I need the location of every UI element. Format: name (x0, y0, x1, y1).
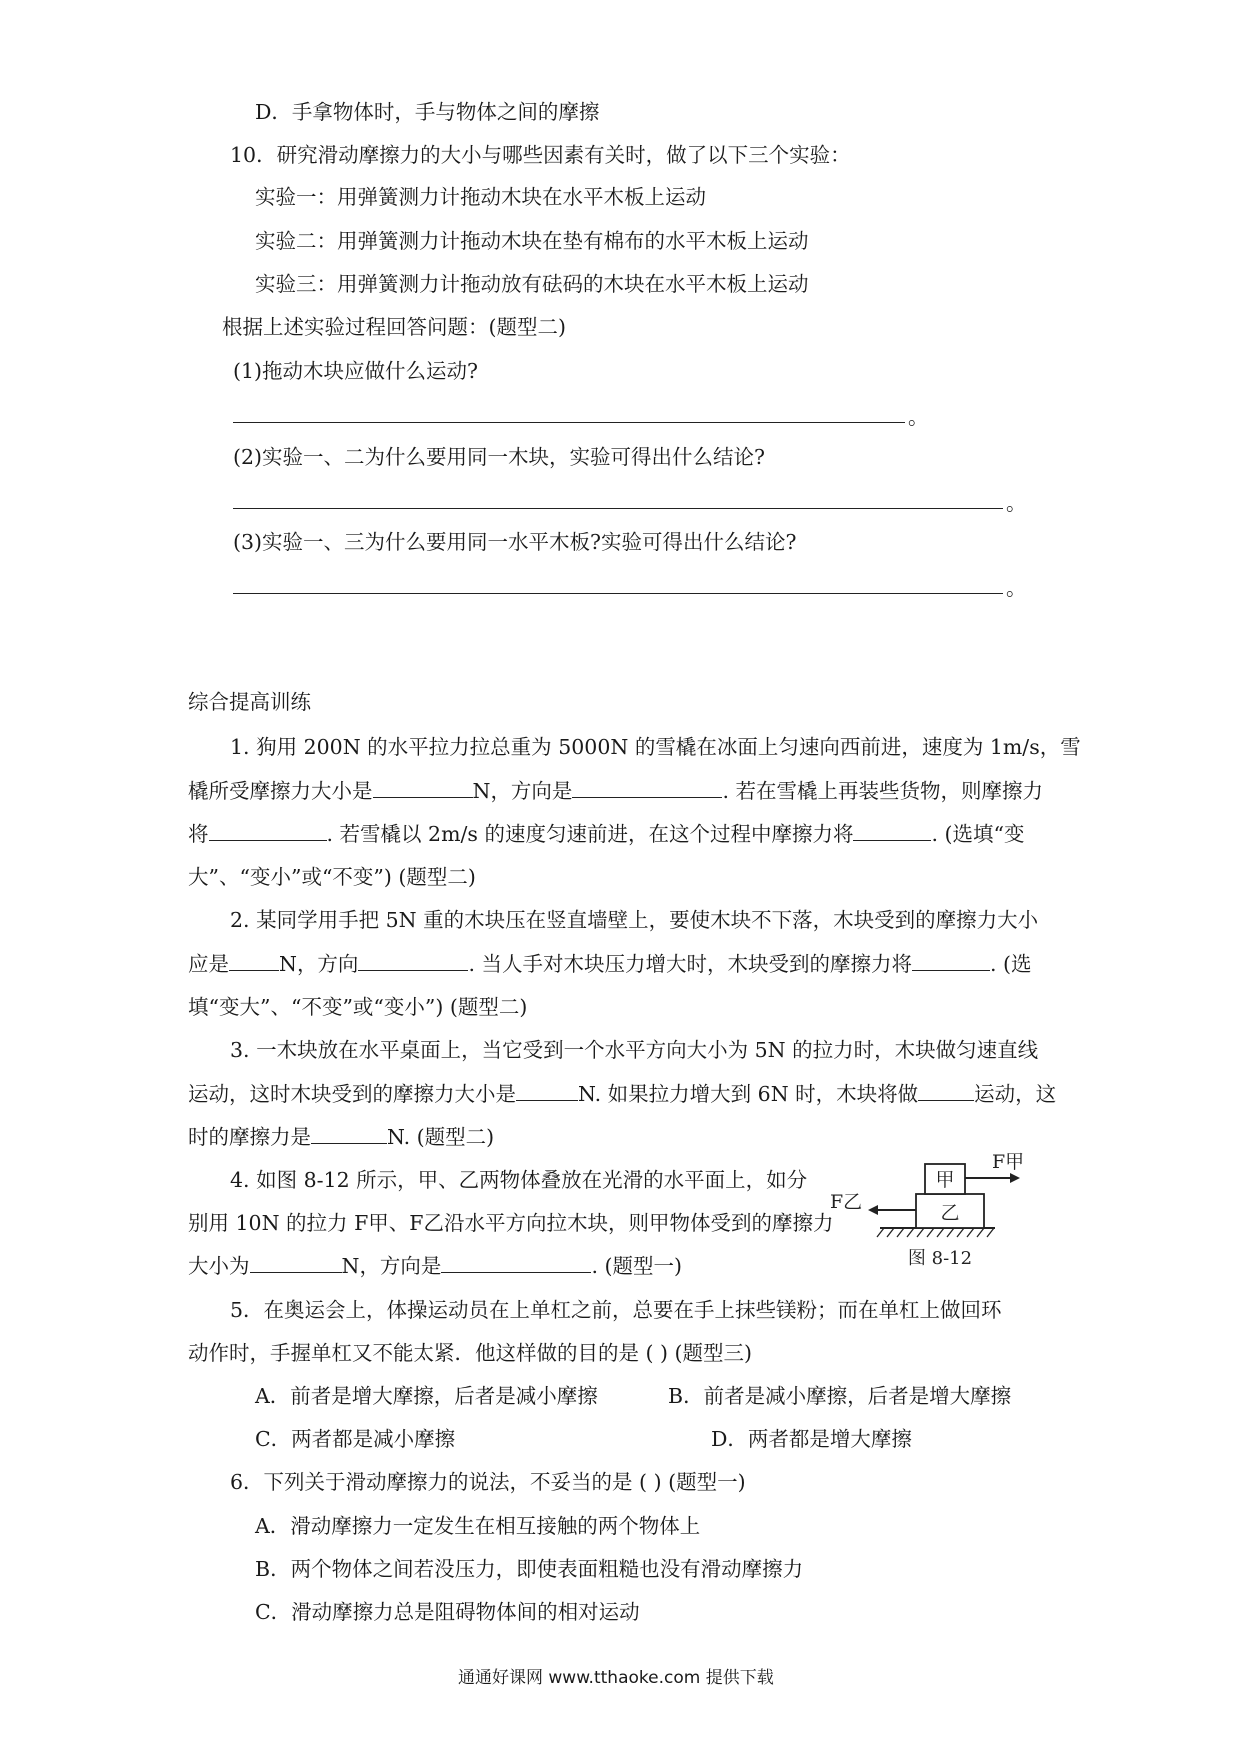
q1-line-1: 1. 狗用 200N 的水平拉力拉总重为 5000N 的雪橇在冰面上匀速向西前进，速度为 1m/s，雪 (230, 735, 1081, 759)
section-title: 综合提高训练 (188, 690, 311, 714)
q2-line-2 (188, 950, 1032, 978)
answer-period-1: 。 (908, 405, 929, 429)
q4-blank-direction[interactable] (441, 1254, 591, 1273)
q4-blank-magnitude[interactable] (250, 1254, 342, 1273)
q10-experiment-2: 实验二：用弹簧测力计拖动木块在垫有棉布的水平木板上运动 (255, 229, 809, 253)
q1-blank-speed-change[interactable] (853, 822, 931, 841)
answer-line-2[interactable] (233, 508, 1003, 509)
q1-text: . (选填“变 (931, 822, 1025, 846)
q2-text: . (选 (989, 952, 1032, 976)
q1-line-4: 大”、“变小”或“不变”) (题型二) (188, 865, 476, 889)
q2-text: 应是 (188, 952, 229, 976)
q3-line-1: 3. 一木块放在水平桌面上，当它受到一个水平方向大小为 5N 的拉力时，木块做匀速直线 (230, 1038, 1039, 1062)
q5-option-b[interactable]: B．前者是减小摩擦，后者是增大摩擦 (668, 1384, 1012, 1408)
q10-sub-question-3: (3)实验一、三为什么要用同一水平木板?实验可得出什么结论? (233, 530, 797, 554)
figure-8-12 (820, 1140, 1050, 1290)
q10-experiment-3: 实验三：用弹簧测力计拖动放有砝码的木块在水平木板上运动 (255, 272, 809, 296)
q1-line-2 (188, 777, 1043, 805)
q10-experiment-1: 实验一：用弹簧测力计拖动木块在水平木板上运动 (255, 185, 706, 209)
block-yi-label: 乙 (940, 1202, 960, 1224)
q6-option-c[interactable]: C．滑动摩擦力总是阻碍物体间的相对运动 (255, 1600, 640, 1624)
q1-text: N，方向是 (472, 779, 573, 803)
force-jia-arrow (965, 1173, 1020, 1183)
q5-option-a[interactable]: A．前者是增大摩擦，后者是减小摩擦 (255, 1384, 598, 1408)
q5-option-d[interactable]: D．两者都是增大摩擦 (711, 1427, 912, 1451)
q5-option-c[interactable]: C．两者都是减小摩擦 (255, 1427, 456, 1451)
q2-line-3: 填“变大”、“不变”或“变小”) (题型二) (188, 995, 528, 1019)
answer-line-3[interactable] (233, 593, 1003, 594)
q4-line-2: 别用 10N 的拉力 F甲、F乙沿水平方向拉木块，则甲物体受到的摩擦力 (188, 1211, 834, 1235)
answer-period-2: 。 (1006, 491, 1027, 515)
q1-blank-magnitude[interactable] (373, 779, 473, 798)
q2-blank-direction[interactable] (358, 952, 468, 971)
q1-text: 将 (188, 822, 209, 846)
force-yi-label: F乙 (830, 1191, 863, 1213)
q3-blank-friction[interactable] (516, 1082, 578, 1101)
q1-line-3 (188, 820, 1025, 848)
q3-text: N. (题型二) (387, 1125, 495, 1149)
q10-sub-question-2: (2)实验一、二为什么要用同一木块，实验可得出什么结论? (233, 445, 766, 469)
q1-text: . 若在雪橇上再装些货物，则摩擦力 (722, 779, 1043, 803)
q4-line-1: 4. 如图 8-12 所示，甲、乙两物体叠放在光滑的水平面上，如分 (230, 1168, 808, 1192)
q4-text: 大小为 (188, 1254, 250, 1278)
q10-sub-question-1: (1)拖动木块应做什么运动? (233, 359, 479, 383)
q4-line-3 (188, 1252, 682, 1280)
q3-line-3 (188, 1123, 494, 1151)
q10-instruction: 根据上述实验过程回答问题：(题型二) (222, 315, 566, 339)
q2-text: N，方向 (279, 952, 359, 976)
q9-option-d: D．手拿物体时，手与物体之间的摩擦 (255, 100, 600, 124)
q1-text: . 若雪橇以 2m/s 的速度匀速前进，在这个过程中摩擦力将 (326, 822, 854, 846)
q3-text: 运动，这时木块受到的摩擦力大小是 (188, 1082, 516, 1106)
q3-text: N. 如果拉力增大到 6N 时，木块将做 (578, 1082, 919, 1106)
page-footer: 通通好课网 www.tthaoke.com 提供下载 (458, 1668, 774, 1688)
q3-blank-motion[interactable] (918, 1082, 974, 1101)
q3-line-2 (188, 1080, 1056, 1108)
q4-text: . (题型一) (591, 1254, 682, 1278)
block-jia-label: 甲 (935, 1169, 955, 1191)
force-jia-label: F甲 (992, 1151, 1025, 1173)
q6-option-b[interactable]: B．两个物体之间若没压力，即使表面粗糙也没有滑动摩擦力 (255, 1557, 804, 1581)
q2-line-1: 2. 某同学用手把 5N 重的木块压在竖直墙壁上，要使木块不下落，木块受到的摩擦力大小 (230, 908, 1039, 932)
q2-blank-magnitude[interactable] (229, 952, 279, 971)
q3-text: 运动，这 (974, 1082, 1057, 1106)
answer-line-1[interactable] (233, 422, 905, 423)
q2-blank-change[interactable] (912, 952, 990, 971)
q5-line-1: 5．在奥运会上，体操运动员在上单杠之前，总要在手上抹些镁粉；而在单杠上做回环 (230, 1298, 1002, 1322)
force-yi-arrow (868, 1205, 916, 1215)
q6-stem: 6．下列关于滑动摩擦力的说法，不妥当的是 ( ) (题型一) (230, 1470, 746, 1494)
ground-surface (877, 1228, 995, 1237)
figure-caption: 图 8-12 (907, 1248, 973, 1269)
q10-stem: 10．研究滑动摩擦力的大小与哪些因素有关时，做了以下三个实验： (230, 143, 851, 167)
q6-option-a[interactable]: A．滑动摩擦力一定发生在相互接触的两个物体上 (255, 1514, 701, 1538)
answer-period-3: 。 (1006, 576, 1027, 600)
q4-text: N，方向是 (341, 1254, 442, 1278)
q3-text: 时的摩擦力是 (188, 1125, 311, 1149)
q3-blank-new-friction[interactable] (311, 1125, 387, 1144)
q5-line-2: 动作时，手握单杠又不能太紧．他这样做的目的是 ( ) (题型三) (188, 1341, 753, 1365)
q1-blank-change[interactable] (209, 822, 327, 841)
q1-text: 橇所受摩擦力大小是 (188, 779, 373, 803)
q1-blank-direction[interactable] (572, 779, 722, 798)
q2-text: . 当人手对木块压力增大时，木块受到的摩擦力将 (468, 952, 912, 976)
